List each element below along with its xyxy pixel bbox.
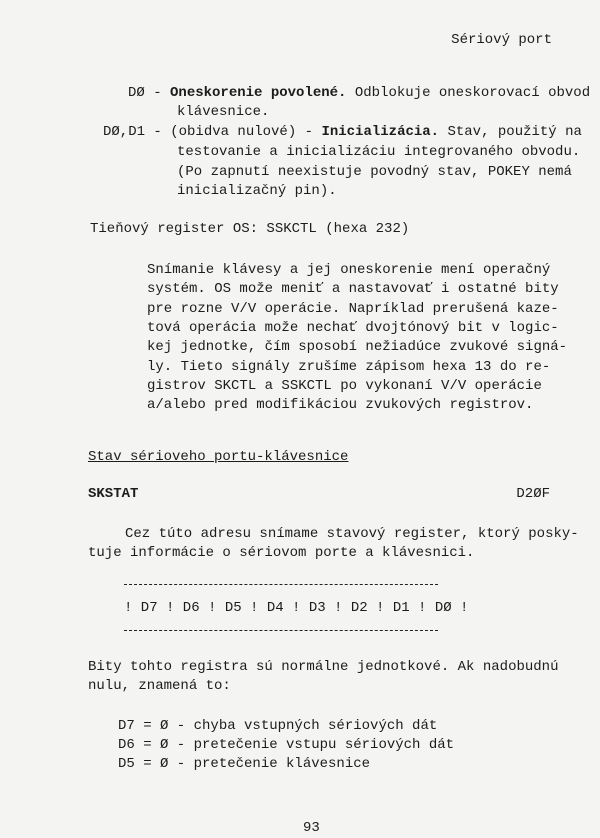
paragraph-1-line: tová operácia može nechať dvojtónový bit v logic- <box>147 319 559 336</box>
def-d0d1-cont: inicializačný pin). <box>177 183 337 199</box>
paragraph-3-line: Bity tohto registra sú normálne jednotkové. Ak nadobudnú <box>88 659 559 675</box>
paragraph-1-line: kej jednotke, čím sposobí nežiadúce zvukové signá- <box>147 339 568 356</box>
page-number: 93 <box>303 820 320 836</box>
page-header: Sériový port <box>451 32 552 48</box>
def-d0: DØ - Oneskorenie povolené. Odblokuje oneskorovací obvod <box>128 85 591 101</box>
shadow-register-line: Tieňový register OS: SSKCTL (hexa 232) <box>90 221 410 237</box>
paragraph-1-line: a/alebo pred modifikáciou zvukových registrov. <box>147 397 534 414</box>
def-d0d1: DØ,D1 - (obidva nulové) - Inicializácia. Stav, použitý na <box>103 124 582 140</box>
section-title: Stav sérioveho portu-klávesnice <box>88 449 349 465</box>
register-name: SKSTAT <box>88 486 139 502</box>
paragraph-2-line: Cez túto adresu snímame stavový register, ktorý posky- <box>125 526 579 542</box>
paragraph-1-line: gistrov SKCTL a SSKCTL po vykonaní V/V operácie <box>147 377 542 394</box>
paragraph-1-line: Snímanie klávesy a jej oneskorenie mení operačný <box>147 262 551 278</box>
register-address: D2ØF <box>516 486 550 502</box>
paragraph-1-line: systém. OS može meniť a nastavovať i ostatné bity <box>147 281 559 298</box>
bit-item: D5 = Ø - pretečenie klávesnice <box>118 756 371 772</box>
bit-item: D6 = Ø - pretečenie vstupu sériových dát <box>118 737 455 753</box>
paragraph-1-line: pre rozne V/V operácie. Napríklad prerušená kaze- <box>147 300 559 317</box>
bit-table: ! D7 ! D6 ! D5 ! D4 ! D3 ! D2 ! D1 ! DØ ! <box>124 600 469 616</box>
table-rule-top <box>124 584 438 585</box>
paragraph-1-line: ly. Tieto signály zrušíme zápisom hexa 13 do re- <box>147 358 551 375</box>
paragraph-2-line: tuje informácie o sériovom porte a klávesnici. <box>88 545 475 561</box>
bit-item: D7 = Ø - chyba vstupných sériových dát <box>118 718 438 734</box>
table-rule-bottom <box>124 630 438 631</box>
def-d0d1-cont: (Po zapnutí neexistuje povodný stav, POKEY nemá <box>177 164 572 180</box>
def-d0-cont: klávesnice. <box>177 104 270 120</box>
def-d0d1-cont: testovanie a inicializáciu integrovaného obvodu. <box>177 144 581 160</box>
paragraph-3-line: nulu, znamená to: <box>88 678 231 694</box>
